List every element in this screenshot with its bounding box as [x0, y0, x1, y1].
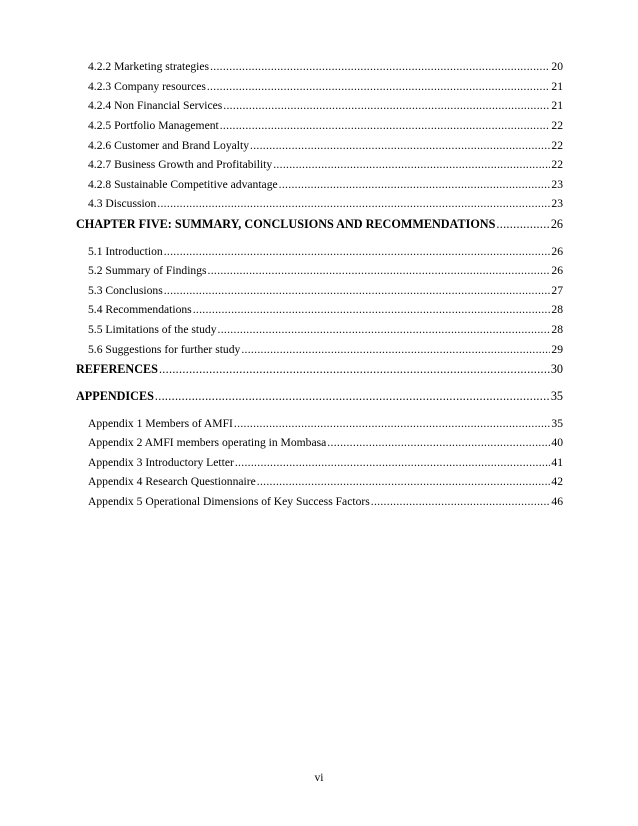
toc-appendix-5[interactable] — [88, 495, 563, 509]
dot-leader — [210, 60, 550, 74]
toc-entry-label: Appendix 4 Research Questionnaire — [88, 475, 256, 488]
dot-leader — [157, 197, 550, 211]
toc-entry-4-2-7[interactable] — [88, 158, 563, 172]
toc-entry-page: 28 — [551, 323, 563, 336]
toc-entry-label: 4.2.5 Portfolio Management — [88, 119, 219, 132]
dot-leader — [250, 139, 550, 153]
page-number: vi — [314, 771, 324, 784]
toc-entry-page: 29 — [551, 343, 563, 356]
toc-entry-5-5[interactable] — [88, 323, 563, 337]
toc-entry-page: 41 — [551, 456, 563, 469]
toc-entry-4-2-4[interactable] — [88, 99, 563, 113]
dot-leader — [220, 119, 551, 133]
dot-leader — [241, 343, 550, 357]
dot-leader — [208, 264, 551, 278]
toc-entry-label: 5.1 Introduction — [88, 245, 163, 258]
toc-entry-label: 5.5 Limitations of the study — [88, 323, 217, 336]
toc-entry-page: 26 — [551, 245, 563, 258]
toc-entry-5-1[interactable] — [88, 245, 563, 259]
toc-entry-label: REFERENCES — [76, 362, 158, 376]
toc-entry-page: 21 — [551, 80, 563, 93]
toc-entry-page: 26 — [550, 217, 563, 231]
toc-entry-4-2-6[interactable] — [88, 139, 563, 153]
toc-entry-label: Appendix 1 Members of AMFI — [88, 417, 233, 430]
toc-entry-label: 4.3 Discussion — [88, 197, 157, 210]
toc-entry-page: 23 — [551, 197, 563, 210]
toc-entry-page: 20 — [551, 60, 563, 73]
toc-entry-label: Appendix 3 Introductory Letter — [88, 456, 234, 469]
dot-leader — [279, 178, 551, 192]
toc-entry-label: 5.6 Suggestions for further study — [88, 343, 241, 356]
toc-entry-page: 21 — [551, 99, 563, 112]
toc-entry-page: 40 — [551, 436, 563, 449]
dot-leader — [235, 456, 551, 470]
dot-leader — [218, 323, 551, 337]
toc-entry-5-6[interactable] — [88, 343, 563, 357]
dot-leader — [223, 99, 550, 113]
toc-entry-5-2[interactable] — [88, 264, 563, 278]
toc-appendix-1[interactable] — [88, 417, 563, 431]
dot-leader — [371, 495, 551, 509]
toc-entry-page: 23 — [551, 178, 563, 191]
toc-appendix-2[interactable] — [88, 436, 563, 450]
dot-leader — [234, 417, 550, 431]
dot-leader — [155, 389, 550, 403]
toc-appendix-4[interactable] — [88, 475, 563, 489]
dot-leader — [164, 245, 551, 259]
toc-entry-label: 4.2.7 Business Growth and Profitability — [88, 158, 273, 171]
toc-entry-4-3[interactable] — [88, 197, 563, 211]
toc-entry-label: 4.2.3 Company resources — [88, 80, 206, 93]
toc-entry-label: 5.2 Summary of Findings — [88, 264, 207, 277]
toc-entry-5-3[interactable] — [88, 284, 563, 298]
toc-entry-page: 35 — [551, 417, 563, 430]
toc-entry-page: 35 — [550, 389, 563, 403]
toc-entry-4-2-2[interactable] — [88, 60, 563, 74]
toc-entry-page: 30 — [550, 362, 563, 376]
toc-chapter-five[interactable] — [76, 217, 563, 231]
toc-entry-4-2-3[interactable] — [88, 80, 563, 94]
toc-entry-4-2-8[interactable] — [88, 178, 563, 192]
toc-entry-page: 27 — [551, 284, 563, 297]
toc-entry-page: 22 — [551, 119, 563, 132]
toc-entry-label: 5.4 Recommendations — [88, 303, 192, 316]
toc-entry-label: 4.2.4 Non Financial Services — [88, 99, 223, 112]
toc-entry-4-2-5[interactable] — [88, 119, 563, 133]
dot-leader — [207, 80, 551, 94]
dot-leader — [273, 158, 550, 172]
dot-leader — [257, 475, 551, 489]
toc-entry-page: 22 — [551, 139, 563, 152]
toc-appendices[interactable] — [76, 389, 563, 403]
toc-entry-page: 46 — [551, 495, 563, 508]
dot-leader — [496, 217, 549, 231]
toc-entry-label: APPENDICES — [76, 389, 154, 403]
toc-entry-label: Appendix 5 Operational Dimensions of Key Success Factors — [88, 495, 370, 508]
toc-entry-page: 42 — [551, 475, 563, 488]
toc-entry-label: CHAPTER FIVE: SUMMARY, CONCLUSIONS AND RECOMMENDATIONS — [76, 217, 496, 231]
toc-entry-label: 4.2.8 Sustainable Competitive advantage — [88, 178, 278, 191]
toc-references[interactable] — [76, 362, 563, 376]
toc-entry-label: 4.2.2 Marketing strategies — [88, 60, 210, 73]
dot-leader — [193, 303, 551, 317]
toc-entry-label: 5.3 Conclusions — [88, 284, 163, 297]
toc-entry-label: 4.2.6 Customer and Brand Loyalty — [88, 139, 249, 152]
dot-leader — [164, 284, 551, 298]
toc-entry-label: Appendix 2 AMFI members operating in Mombasa — [88, 436, 327, 449]
toc-entry-page: 26 — [551, 264, 563, 277]
toc-entry-5-4[interactable] — [88, 303, 563, 317]
toc-entry-page: 28 — [551, 303, 563, 316]
dot-leader — [327, 436, 550, 450]
toc-entry-page: 22 — [551, 158, 563, 171]
toc-appendix-3[interactable] — [88, 456, 563, 470]
dot-leader — [159, 362, 550, 376]
